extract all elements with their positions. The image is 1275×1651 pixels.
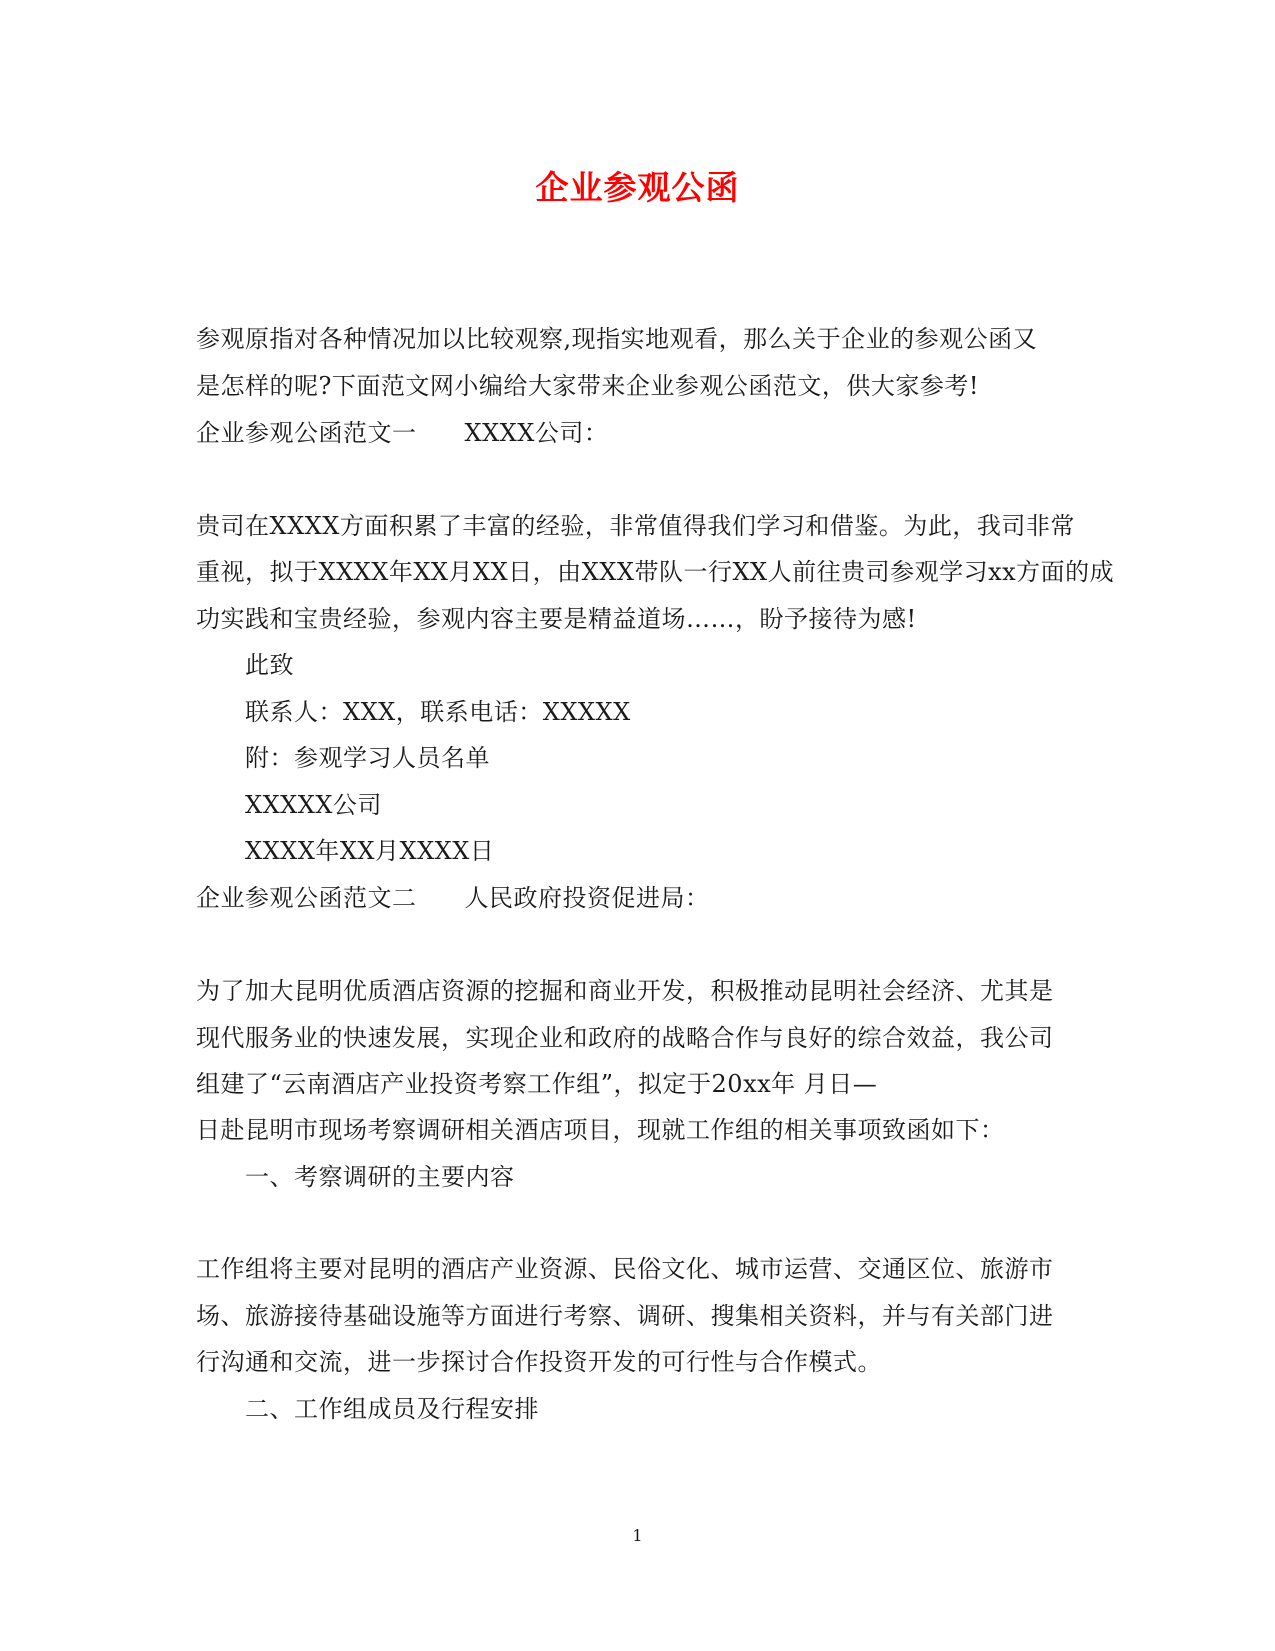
signature-date: XXXX年XX月XXXX日 [245,837,495,865]
document-title: 企业参观公函 [535,168,740,207]
section-two-heading: 二、工作组成员及行程安排 [245,1395,539,1423]
section-one-body-line-1: 工作组将主要对昆明的酒店产业资源、民俗文化、城市运营、交通区位、旅游市 [196,1255,1054,1283]
sample-two-heading: 企业参观公函范文二 [196,884,417,912]
section-one-body-line-3: 行沟通和交流，进一步探讨合作投资开发的可行性与合作模式。 [196,1348,882,1376]
section-one-body-line-2: 场、旅游接待基础设施等方面进行考察、调研、搜集相关资料，并与有关部门进 [196,1302,1054,1330]
sample-two-recipient: 人民政府投资促进局： [464,884,710,912]
sample-two-body-line-3: 组建了“云南酒店产业投资考察工作组”，拟定于20xx年 月日— [196,1070,878,1098]
sample-two-heading-line [196,882,710,914]
sample-one-body-line-2: 重视，拟于XXXX年XX月XX日，由XXX带队一行XX人前往贵司参观学习xx方面的成 [196,558,1115,586]
sample-one-heading: 企业参观公函范文一 [196,419,417,447]
sample-one-recipient: XXXX公司： [464,419,609,447]
closing-salutation: 此致 [245,651,294,679]
attachment-line: 附：参观学习人员名单 [245,744,490,772]
sample-one-heading-line [196,417,608,449]
sample-two-body-line-2: 现代服务业的快速发展，实现企业和政府的战略合作与良好的综合效益，我公司 [196,1024,1054,1052]
section-one-heading: 一、考察调研的主要内容 [245,1163,515,1191]
sample-one-body-line-1: 贵司在XXXX方面积累了丰富的经验，非常值得我们学习和借鉴。为此，我司非常 [196,512,1075,540]
contact-line: 联系人：XXX，联系电话：XXXXX [245,698,631,726]
page-number: 1 [632,1526,643,1545]
signature-company: XXXXX公司 [245,791,382,819]
intro-line-2: 是怎样的呢?下面范文网小编给大家带来企业参观公函范文，供大家参考! [196,372,980,400]
sample-two-body-line-4: 日赴昆明市现场考察调研相关酒店项目，现就工作组的相关事项致函如下： [196,1116,1005,1144]
sample-one-body-line-3: 功实践和宝贵经验，参观内容主要是精益道场……，盼予接待为感! [196,605,917,633]
sample-two-body-line-1: 为了加大昆明优质酒店资源的挖掘和商业开发，积极推动昆明社会经济、尤其是 [196,977,1054,1005]
intro-line-1: 参观原指对各种情况加以比较观察,现指实地观看，那么关于企业的参观公函又 [196,325,1038,353]
